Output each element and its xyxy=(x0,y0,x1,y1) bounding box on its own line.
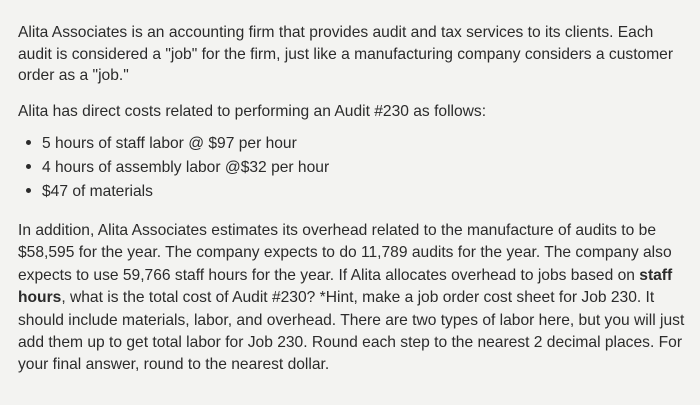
list-item xyxy=(26,156,688,180)
list-item-text: 5 hours of staff labor @ $97 per hour xyxy=(42,135,297,152)
direct-costs-list xyxy=(18,132,688,204)
direct-costs-heading: Alita has direct costs related to performing an Audit #230 as follows: xyxy=(18,102,487,120)
question-text-part1: In addition, Alita Associates estimates its overhead related to the manufacture of audits to be $58,595 for the year. The company expects to do 11,789 audits for the year. The company also expects to use 59,766 staff hours for the year. If Alita allocates overhead to jobs based on xyxy=(18,222,672,284)
question-text-part2: , what is the total cost of Audit #230? *Hint, make a job order cost sheet for Job 230. It should include materials, labor, and overhead. There are two types of labor here, but you will just add them up to get total labor for Job 230. Round each step to the nearest 2 decimal places. For your final answer, round to the nearest dollar. xyxy=(18,289,685,374)
bullet-icon xyxy=(26,140,31,145)
list-item-text: 4 hours of assembly labor @$32 per hour xyxy=(42,159,330,176)
list-item xyxy=(26,180,688,204)
list-item xyxy=(26,132,688,156)
bullet-icon xyxy=(26,188,31,193)
intro-paragraph: Alita Associates is an accounting firm that provides audit and tax services to its clients. Each audit is considered a "job" for the firm, just like a manufacturing company considers a customer order as a "job." xyxy=(18,24,674,84)
emphasis-staff-hours: staff hours xyxy=(18,266,673,307)
question-paragraph xyxy=(18,220,688,377)
bullet-icon xyxy=(26,164,31,169)
list-item-text: $47 of materials xyxy=(42,183,153,200)
problem-document xyxy=(18,22,688,377)
